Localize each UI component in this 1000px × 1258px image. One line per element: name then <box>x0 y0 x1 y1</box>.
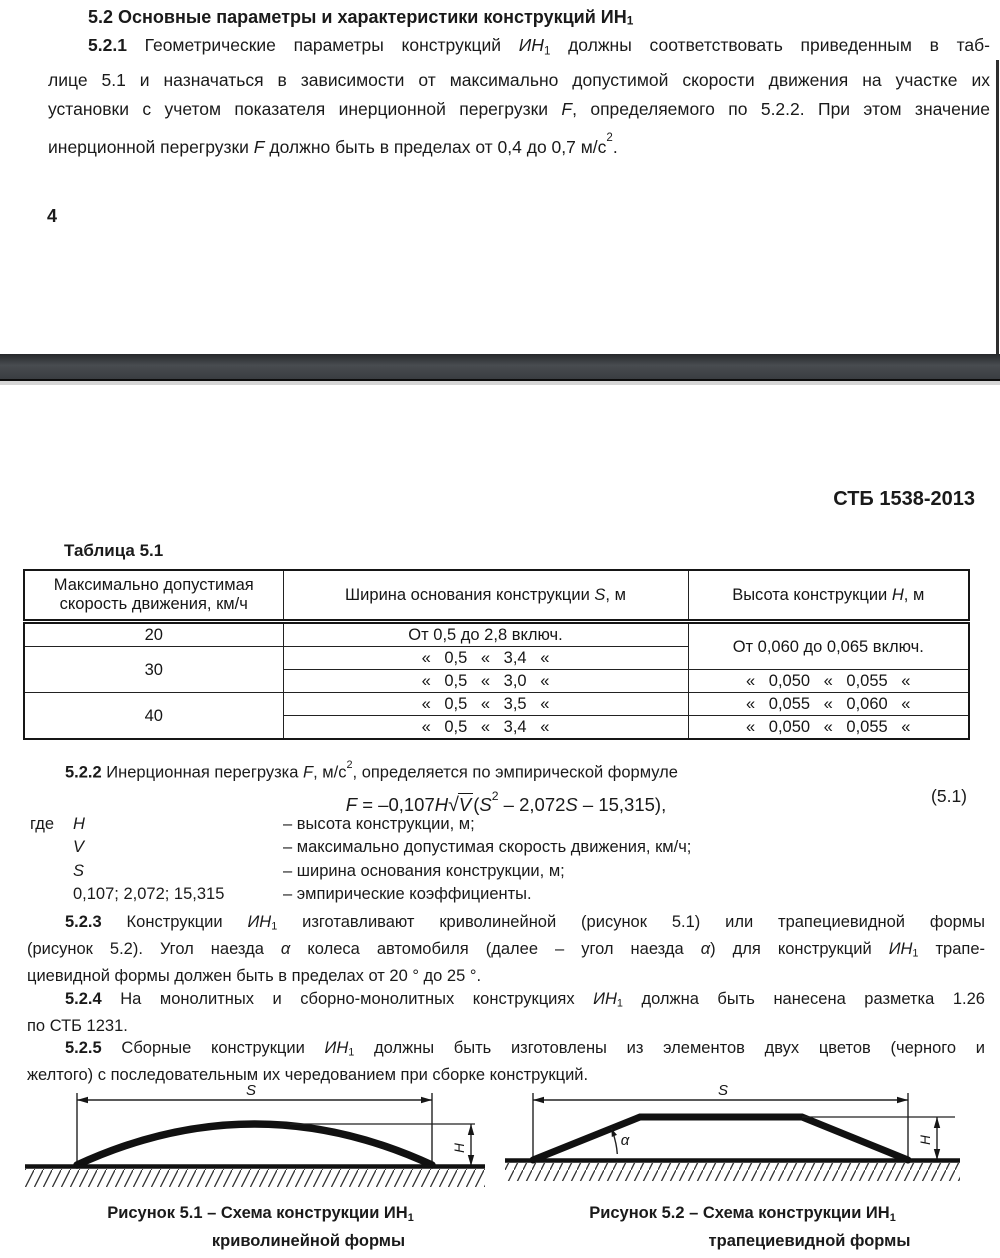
figure-5-1-caption <box>88 1202 433 1253</box>
formula-legend <box>30 813 691 906</box>
col-header-speed: Максимально допустимая скорость движения, км/ч <box>24 570 283 622</box>
formula-number: (5.1) <box>931 786 967 806</box>
scanned-page-top <box>0 0 1000 354</box>
cell-width-3: « 0,5 « 3,0 « <box>283 670 688 693</box>
hump-arc-profile <box>77 1124 432 1165</box>
cell-speed-40: 40 <box>24 693 283 740</box>
dimension-s-label: S <box>717 1082 729 1099</box>
paragraph-5-2-4 <box>27 988 985 1038</box>
cell-height-5: « 0,050 « 0,055 « <box>688 716 969 740</box>
formula-5-1 <box>27 783 985 816</box>
dimension-h-label: H <box>452 1143 467 1153</box>
page-number: 4 <box>47 206 58 226</box>
legend-row <box>30 836 691 859</box>
cell-height-3: « 0,050 « 0,055 « <box>688 670 969 693</box>
text-line: 5.2.5 Сборные конструкции ИН1 должны быть изготовлены из элементов двух цветов (черного и <box>65 1039 986 1059</box>
col-header-height: Высота конструкции H, м <box>688 570 969 622</box>
paragraph-block <box>27 911 985 1087</box>
cell-width-4: « 0,5 « 3,5 « <box>283 693 688 716</box>
text-line: (рисунок 5.2). Угол наезда α колеса автомобиля (далее – угол наезда α) для конструкций ИН1 трапе- <box>27 940 985 960</box>
legend-desc: – высота конструкции, м; <box>283 815 475 833</box>
ground-hatching <box>25 1169 485 1187</box>
formula-expression: F = –0,107H√V $(S^2 - 2,072S - 15,315)$, <box>345 789 667 816</box>
legend-var: V <box>73 838 85 857</box>
dimension-h-label: H <box>918 1135 933 1145</box>
cell-height-4: « 0,055 « 0,060 « <box>688 693 969 716</box>
legend-var: H <box>73 815 85 833</box>
legend-var: 0,107; 2,072; 15,315 <box>73 884 225 903</box>
caption-line: трапециевидной формы <box>708 1231 911 1250</box>
caption-line: Рисунок 5.2 – Схема конструкции ИН1 <box>589 1204 896 1224</box>
cell-speed-30: 30 <box>24 647 283 693</box>
legend-row <box>30 813 691 836</box>
legend-var: S <box>73 861 85 880</box>
paragraph-5-2-1 <box>48 31 990 163</box>
caption-line: Рисунок 5.1 – Схема конструкции ИН1 <box>107 1204 414 1224</box>
legend-desc: – эмпирические коэффициенты. <box>283 884 532 903</box>
legend-desc: – ширина основания конструкции, м; <box>283 861 565 880</box>
cell-width-1: От 0,5 до 2,8 включ. <box>283 622 688 647</box>
table-row <box>24 622 969 647</box>
legend-desc: – максимально допустимая скорость движения, км/ч; <box>283 838 692 857</box>
text-line: лице 5.1 и назначаться в зависимости от максимально допустимой скорости движения на участке их <box>48 70 990 91</box>
legend-row <box>30 860 691 883</box>
table-row <box>24 693 969 716</box>
angle-alpha-label: α <box>620 1132 630 1149</box>
angle-alpha-arc <box>611 1129 617 1155</box>
document-code: СТБ 1538-2013 <box>833 488 975 510</box>
text-line: 5.2.3 Конструкции ИН1 изготавливают криволинейной (рисунок 5.1) или трапециевидной формы <box>65 913 985 933</box>
text-line: по СТБ 1231. <box>27 1016 128 1035</box>
text-line: желтого) с последовательным их чередованием при сборке конструкций. <box>27 1066 589 1085</box>
figure-5-2-diagram <box>505 1080 965 1190</box>
cell-speed-20: 20 <box>24 622 283 647</box>
ground-hatching <box>505 1163 960 1181</box>
text-line: 5.2.2 Инерционная перегрузка F, $м/с^2$, определяется по эмпирической формуле <box>65 759 678 782</box>
text-line: 5.2.1 Геометрические параметры конструкций ИН1 должны соответствовать приведенным в таб- <box>88 35 990 58</box>
text-line: инерционной перегрузки F должно быть в пределах от 0,4 до 0,7 $м/с^2$. <box>48 132 618 158</box>
table-header-row <box>24 570 969 622</box>
text-line: 5.2.4 На монолитных и сборно-монолитных конструкциях ИН1 должна быть нанесена разметка 1.26 <box>65 989 985 1010</box>
paragraph-5-2-2 <box>27 754 985 785</box>
text-line: установки с учетом показателя инерционной перегрузки F, определяемого по 5.2.2. При этом значение <box>48 99 990 120</box>
paragraph-5-2-3 <box>27 911 985 988</box>
caption-line: криволинейной формы <box>211 1231 406 1250</box>
table-5-1 <box>23 569 970 740</box>
hump-trapezoid-profile <box>533 1117 908 1160</box>
figure-5-2-caption <box>570 1202 915 1253</box>
text-line: циевидной формы должен быть в пределах от 20 ° до 25 °. <box>27 967 482 986</box>
scanned-page-bottom <box>0 379 1000 1258</box>
section-5-2-heading: 5.2 Основные параметры и характеристики конструкций ИН1 <box>88 7 634 28</box>
page-edge-line <box>996 60 999 354</box>
figure-5-1-diagram <box>25 1080 485 1190</box>
legend-row <box>30 883 691 906</box>
dimension-s-label: S <box>245 1082 257 1099</box>
cell-width-5: « 0,5 « 3,4 « <box>283 716 688 740</box>
table-caption: Таблица 5.1 <box>64 541 164 560</box>
cell-width-2: « 0,5 « 3,4 « <box>283 647 688 670</box>
legend-lead: где <box>30 815 55 833</box>
col-header-width: Ширина основания конструкции S, м <box>283 570 688 622</box>
page-separator-bar <box>0 354 1000 381</box>
cell-height-1-2: От 0,060 до 0,065 включ. <box>688 622 969 670</box>
